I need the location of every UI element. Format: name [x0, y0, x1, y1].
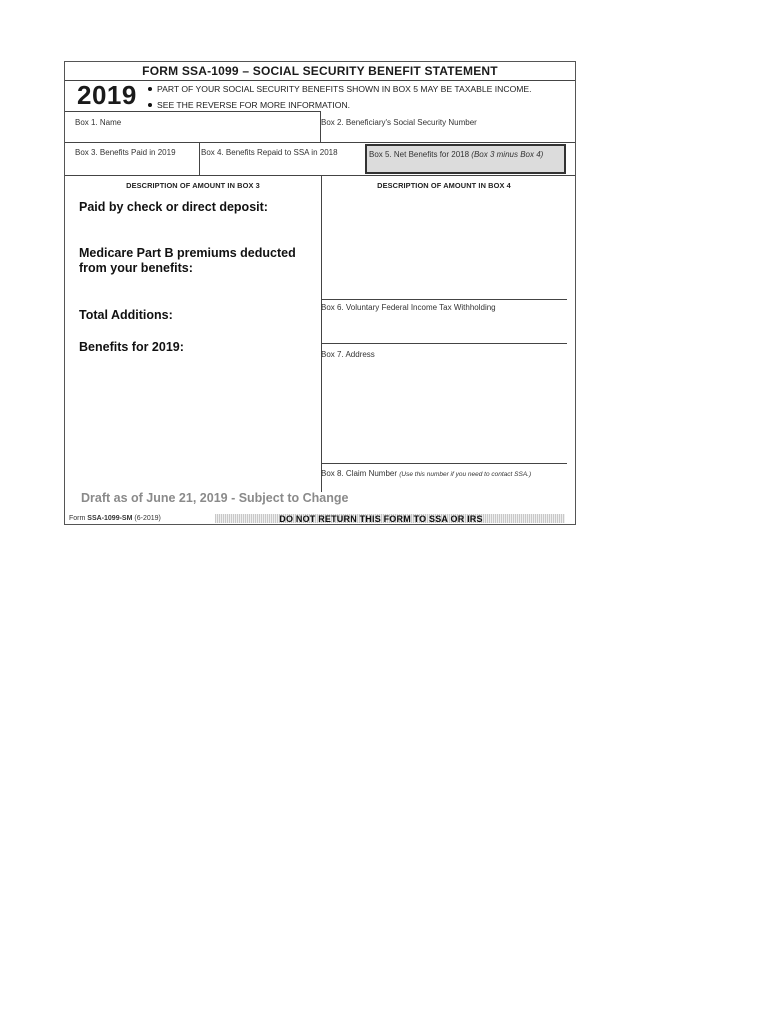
item-medicare-part-b: Medicare Part B premiums deducted from your benefits:: [79, 246, 296, 275]
do-not-return-notice: DO NOT RETURN THIS FORM TO SSA OR IRS: [279, 514, 483, 524]
divider: [65, 111, 321, 112]
bullet-taxable-income: PART OF YOUR SOCIAL SECURITY BENEFITS SHOWN IN BOX 5 MAY BE TAXABLE INCOME.: [148, 84, 532, 94]
box3-description-header: DESCRIPTION OF AMOUNT IN BOX 3: [126, 181, 260, 190]
item-benefits-for-year: Benefits for 2019:: [79, 340, 184, 354]
divider: [65, 142, 575, 143]
box3-benefits-paid-label: Box 3. Benefits Paid in 2019: [75, 148, 176, 157]
box4-benefits-repaid-label: Box 4. Benefits Repaid to SSA in 2018: [201, 148, 338, 157]
divider: [320, 111, 321, 143]
item-check-or-direct-deposit: Paid by check or direct deposit:: [79, 200, 268, 214]
divider: [199, 142, 200, 175]
draft-watermark: Draft as of June 21, 2019 - Subject to Change: [81, 491, 349, 505]
bullet-dot-icon: [148, 103, 152, 107]
divider: [321, 299, 567, 300]
box4-description-header: DESCRIPTION OF AMOUNT IN BOX 4: [377, 181, 511, 190]
box2-ssn-label: Box 2. Beneficiary's Social Security Number: [321, 118, 477, 127]
bullet-see-reverse: SEE THE REVERSE FOR MORE INFORMATION.: [148, 100, 350, 110]
tax-year: 2019: [77, 80, 137, 110]
box6-tax-withholding-label: Box 6. Voluntary Federal Income Tax Withholding: [321, 303, 496, 312]
column-divider: [321, 175, 322, 492]
item-total-additions: Total Additions:: [79, 308, 173, 322]
form-id: Form SSA-1099-SM (6-2019): [69, 515, 161, 522]
form-title: FORM SSA-1099 – SOCIAL SECURITY BENEFIT STATEMENT: [142, 64, 498, 78]
bullet-dot-icon: [148, 87, 152, 91]
ssa-1099-form: [64, 61, 576, 525]
box5-net-benefits: [365, 144, 566, 174]
divider: [321, 343, 567, 344]
box1-name-label: Box 1. Name: [75, 118, 122, 127]
divider: [321, 463, 567, 464]
divider: [65, 80, 575, 81]
box8-claim-number-label: Box 8. Claim Number (Use this number if you need to contact SSA.): [321, 469, 532, 478]
box7-address-label: Box 7. Address: [321, 350, 375, 359]
box5-net-benefits-label: Box 5. Net Benefits for 2018 (Box 3 minus Box 4): [369, 150, 544, 159]
divider: [65, 175, 575, 176]
